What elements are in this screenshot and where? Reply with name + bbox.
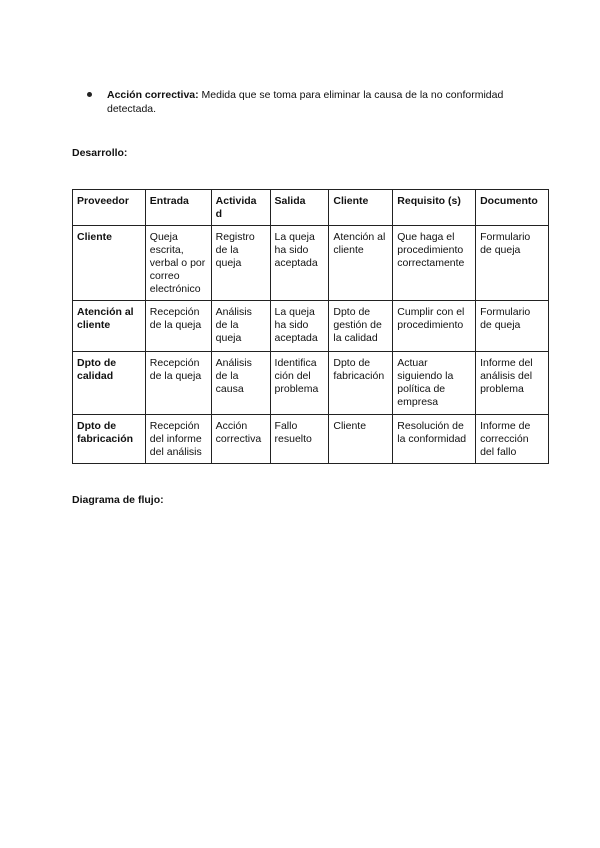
table-cell: Dpto de fabricación — [329, 352, 393, 415]
bullet-term: Acción correctiva: — [107, 89, 199, 101]
table-cell: Identifica ción del problema — [270, 352, 329, 415]
table-cell: Análisis de la causa — [211, 352, 270, 415]
table-cell: Acción correctiva — [211, 415, 270, 464]
process-table — [72, 189, 549, 464]
table-cell: Cliente — [73, 226, 146, 301]
section-heading-desarrollo: Desarrollo: — [72, 147, 128, 159]
table-cell: Recepción de la queja — [145, 352, 211, 415]
column-header: Documento — [476, 190, 549, 226]
table-row — [73, 352, 549, 415]
table-cell: Cumplir con el procedimiento — [393, 301, 476, 352]
table-cell: Formulario de queja — [476, 226, 549, 301]
column-header: Activida d — [211, 190, 270, 226]
table-row — [73, 226, 549, 301]
bullet-item-accion-correctiva — [90, 88, 540, 116]
table-cell: Resolución de la conformidad — [393, 415, 476, 464]
table-cell: Formulario de queja — [476, 301, 549, 352]
table-header-row — [73, 190, 549, 226]
table-cell: Queja escrita, verbal o por correo electrónico — [145, 226, 211, 301]
table-cell: Dpto de calidad — [73, 352, 146, 415]
table-cell: Informe del análisis del problema — [476, 352, 549, 415]
table-cell: Fallo resuelto — [270, 415, 329, 464]
table-cell: Recepción del informe del análisis — [145, 415, 211, 464]
column-header: Proveedor — [73, 190, 146, 226]
table-cell: Atención al cliente — [73, 301, 146, 352]
table-cell: Cliente — [329, 415, 393, 464]
table-cell: Informe de corrección del fallo — [476, 415, 549, 464]
column-header: Cliente — [329, 190, 393, 226]
table-cell: Atención al cliente — [329, 226, 393, 301]
column-header: Requisito (s) — [393, 190, 476, 226]
column-header: Salida — [270, 190, 329, 226]
table-cell: Actuar siguiendo la política de empresa — [393, 352, 476, 415]
table-row — [73, 301, 549, 352]
table-cell: Dpto de gestión de la calidad — [329, 301, 393, 352]
table-cell: Registro de la queja — [211, 226, 270, 301]
table-cell: Recepción de la queja — [145, 301, 211, 352]
column-header: Entrada — [145, 190, 211, 226]
table-cell: La queja ha sido aceptada — [270, 301, 329, 352]
table-cell: Dpto de fabricación — [73, 415, 146, 464]
bullet-definition: Medida que se toma para eliminar la causa de la no conformidad detectada. — [107, 89, 504, 115]
table-cell: La queja ha sido aceptada — [270, 226, 329, 301]
table-cell: Que haga el procedimiento correctamente — [393, 226, 476, 301]
bullet-icon — [87, 92, 92, 97]
table-row — [73, 415, 549, 464]
bullet-text — [90, 88, 540, 116]
section-heading-diagrama: Diagrama de flujo: — [72, 494, 164, 506]
table-cell: Análisis de la queja — [211, 301, 270, 352]
